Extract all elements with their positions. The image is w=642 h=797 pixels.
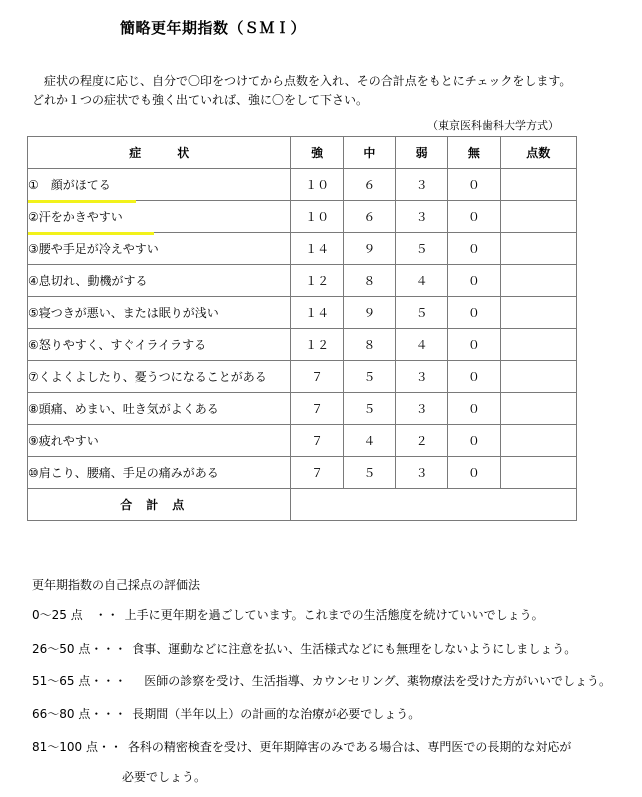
medium-cell: ９ bbox=[343, 297, 395, 329]
total-score-cell[interactable] bbox=[291, 489, 577, 521]
header-strong: 強 bbox=[291, 137, 343, 169]
evaluation-item bbox=[32, 705, 420, 722]
instructions bbox=[32, 72, 632, 110]
score-cell[interactable] bbox=[500, 297, 576, 329]
table-row bbox=[28, 201, 577, 233]
symptom-cell: ⑩肩こり、腰痛、手足の痛みがある bbox=[28, 457, 291, 489]
header-weak: 弱 bbox=[396, 137, 448, 169]
smi-table bbox=[27, 136, 577, 521]
medium-cell: ８ bbox=[343, 329, 395, 361]
strong-cell: ７ bbox=[291, 425, 343, 457]
header-none: 無 bbox=[448, 137, 500, 169]
evaluation-text: 上手に更年期を過ごしています。これまでの生活態度を続けていいでしょう。 bbox=[124, 608, 544, 622]
score-cell[interactable] bbox=[500, 201, 576, 233]
evaluation-text: 各科の精密検査を受け、更年期障害のみである場合は、専門医での長期的な対応が bbox=[127, 740, 572, 754]
header-score: 点数 bbox=[500, 137, 576, 169]
symptom-label: ②汗をかきやすい bbox=[28, 210, 123, 224]
weak-cell: ３ bbox=[396, 457, 448, 489]
table-row bbox=[28, 297, 577, 329]
strong-cell: １２ bbox=[291, 329, 343, 361]
none-cell: ０ bbox=[448, 361, 500, 393]
table-row bbox=[28, 265, 577, 297]
evaluation-text: 長期間（半年以上）の計画的な治療が必要でしょう。 bbox=[132, 707, 421, 721]
symptom-cell: ⑥怒りやすく、すぐイライラする bbox=[28, 329, 291, 361]
medium-cell: ５ bbox=[343, 361, 395, 393]
weak-cell: ３ bbox=[396, 201, 448, 233]
instruction-line-2: どれか１つの症状でも強く出ていれば、強に〇をして下さい。 bbox=[32, 93, 369, 107]
symptom-cell: ④息切れ、動機がする bbox=[28, 265, 291, 297]
symptom-cell: ⑦くよくよしたり、憂うつになることがある bbox=[28, 361, 291, 393]
medium-cell: ５ bbox=[343, 457, 395, 489]
evaluation-range: 0～25 点 ・・ bbox=[32, 608, 119, 622]
medium-cell: ４ bbox=[343, 425, 395, 457]
none-cell: ０ bbox=[448, 233, 500, 265]
none-cell: ０ bbox=[448, 393, 500, 425]
evaluation-title: 更年期指数の自己採点の評価法 bbox=[32, 578, 201, 592]
table-row bbox=[28, 169, 577, 201]
total-row bbox=[28, 489, 577, 521]
total-label: 合計点 bbox=[28, 489, 291, 521]
table-row bbox=[28, 329, 577, 361]
evaluation-text: 医師の診察を受け、生活指導、カウンセリング、薬物療法を受けた方がいいでしょう。 bbox=[132, 674, 611, 688]
weak-cell: ３ bbox=[396, 393, 448, 425]
symptom-cell: ⑧頭痛、めまい、吐き気がよくある bbox=[28, 393, 291, 425]
score-cell[interactable] bbox=[500, 233, 576, 265]
table-row bbox=[28, 457, 577, 489]
medium-cell: ６ bbox=[343, 201, 395, 233]
page-title: 簡略更年期指数（ＳＭＩ） bbox=[120, 19, 307, 37]
evaluation-range: 26～50 点・・・ bbox=[32, 642, 127, 656]
evaluation-range: 51～65 点・・・ bbox=[32, 674, 127, 688]
evaluation-range: 81～100 点・・ bbox=[32, 740, 122, 754]
evaluation-item bbox=[32, 606, 544, 623]
strong-cell: １０ bbox=[291, 201, 343, 233]
none-cell: ０ bbox=[448, 329, 500, 361]
table-row bbox=[28, 233, 577, 265]
score-cell[interactable] bbox=[500, 457, 576, 489]
none-cell: ０ bbox=[448, 457, 500, 489]
strong-cell: ７ bbox=[291, 457, 343, 489]
score-cell[interactable] bbox=[500, 393, 576, 425]
symptom-cell: ⑨疲れやすい bbox=[28, 425, 291, 457]
evaluation-continuation: 必要でしょう。 bbox=[122, 770, 207, 784]
evaluation-item bbox=[32, 672, 611, 689]
instruction-line-1: 症状の程度に応じ、自分で〇印をつけてから点数を入れ、その合計点をもとにチェックをします。 bbox=[44, 74, 572, 88]
evaluation-range: 66～80 点・・・ bbox=[32, 707, 127, 721]
score-cell[interactable] bbox=[500, 425, 576, 457]
header-symptom: 症 状 bbox=[28, 137, 291, 169]
none-cell: ０ bbox=[448, 201, 500, 233]
score-cell[interactable] bbox=[500, 329, 576, 361]
score-cell[interactable] bbox=[500, 361, 576, 393]
medium-cell: ８ bbox=[343, 265, 395, 297]
strong-cell: ７ bbox=[291, 393, 343, 425]
strong-cell: １０ bbox=[291, 169, 343, 201]
none-cell: ０ bbox=[448, 425, 500, 457]
evaluation-item bbox=[32, 738, 571, 755]
table-row bbox=[28, 393, 577, 425]
weak-cell: ５ bbox=[396, 297, 448, 329]
medium-cell: ５ bbox=[343, 393, 395, 425]
weak-cell: ３ bbox=[396, 361, 448, 393]
none-cell: ０ bbox=[448, 265, 500, 297]
strong-cell: １４ bbox=[291, 297, 343, 329]
weak-cell: ４ bbox=[396, 329, 448, 361]
table-row bbox=[28, 361, 577, 393]
medium-cell: ９ bbox=[343, 233, 395, 265]
symptom-label: ① 顔がほてる bbox=[28, 178, 111, 192]
symptom-cell bbox=[28, 169, 291, 201]
medium-cell: ６ bbox=[343, 169, 395, 201]
evaluation-text: 食事、運動などに注意を払い、生活様式などにも無理をしないようにしましょう。 bbox=[132, 642, 577, 656]
symptom-cell bbox=[28, 201, 291, 233]
none-cell: ０ bbox=[448, 169, 500, 201]
evaluation-item bbox=[32, 640, 576, 657]
weak-cell: ２ bbox=[396, 425, 448, 457]
score-cell[interactable] bbox=[500, 169, 576, 201]
header-medium: 中 bbox=[343, 137, 395, 169]
source-note: （東京医科歯科大学方式） bbox=[427, 119, 559, 132]
none-cell: ０ bbox=[448, 297, 500, 329]
weak-cell: ５ bbox=[396, 233, 448, 265]
symptom-cell: ⑤寝つきが悪い、または眠りが浅い bbox=[28, 297, 291, 329]
score-cell[interactable] bbox=[500, 265, 576, 297]
strong-cell: ７ bbox=[291, 361, 343, 393]
weak-cell: ４ bbox=[396, 265, 448, 297]
strong-cell: １４ bbox=[291, 233, 343, 265]
symptom-cell: ③腰や手足が冷えやすい bbox=[28, 233, 291, 265]
strong-cell: １２ bbox=[291, 265, 343, 297]
weak-cell: ３ bbox=[396, 169, 448, 201]
table-row bbox=[28, 425, 577, 457]
table-header-row bbox=[28, 137, 577, 169]
